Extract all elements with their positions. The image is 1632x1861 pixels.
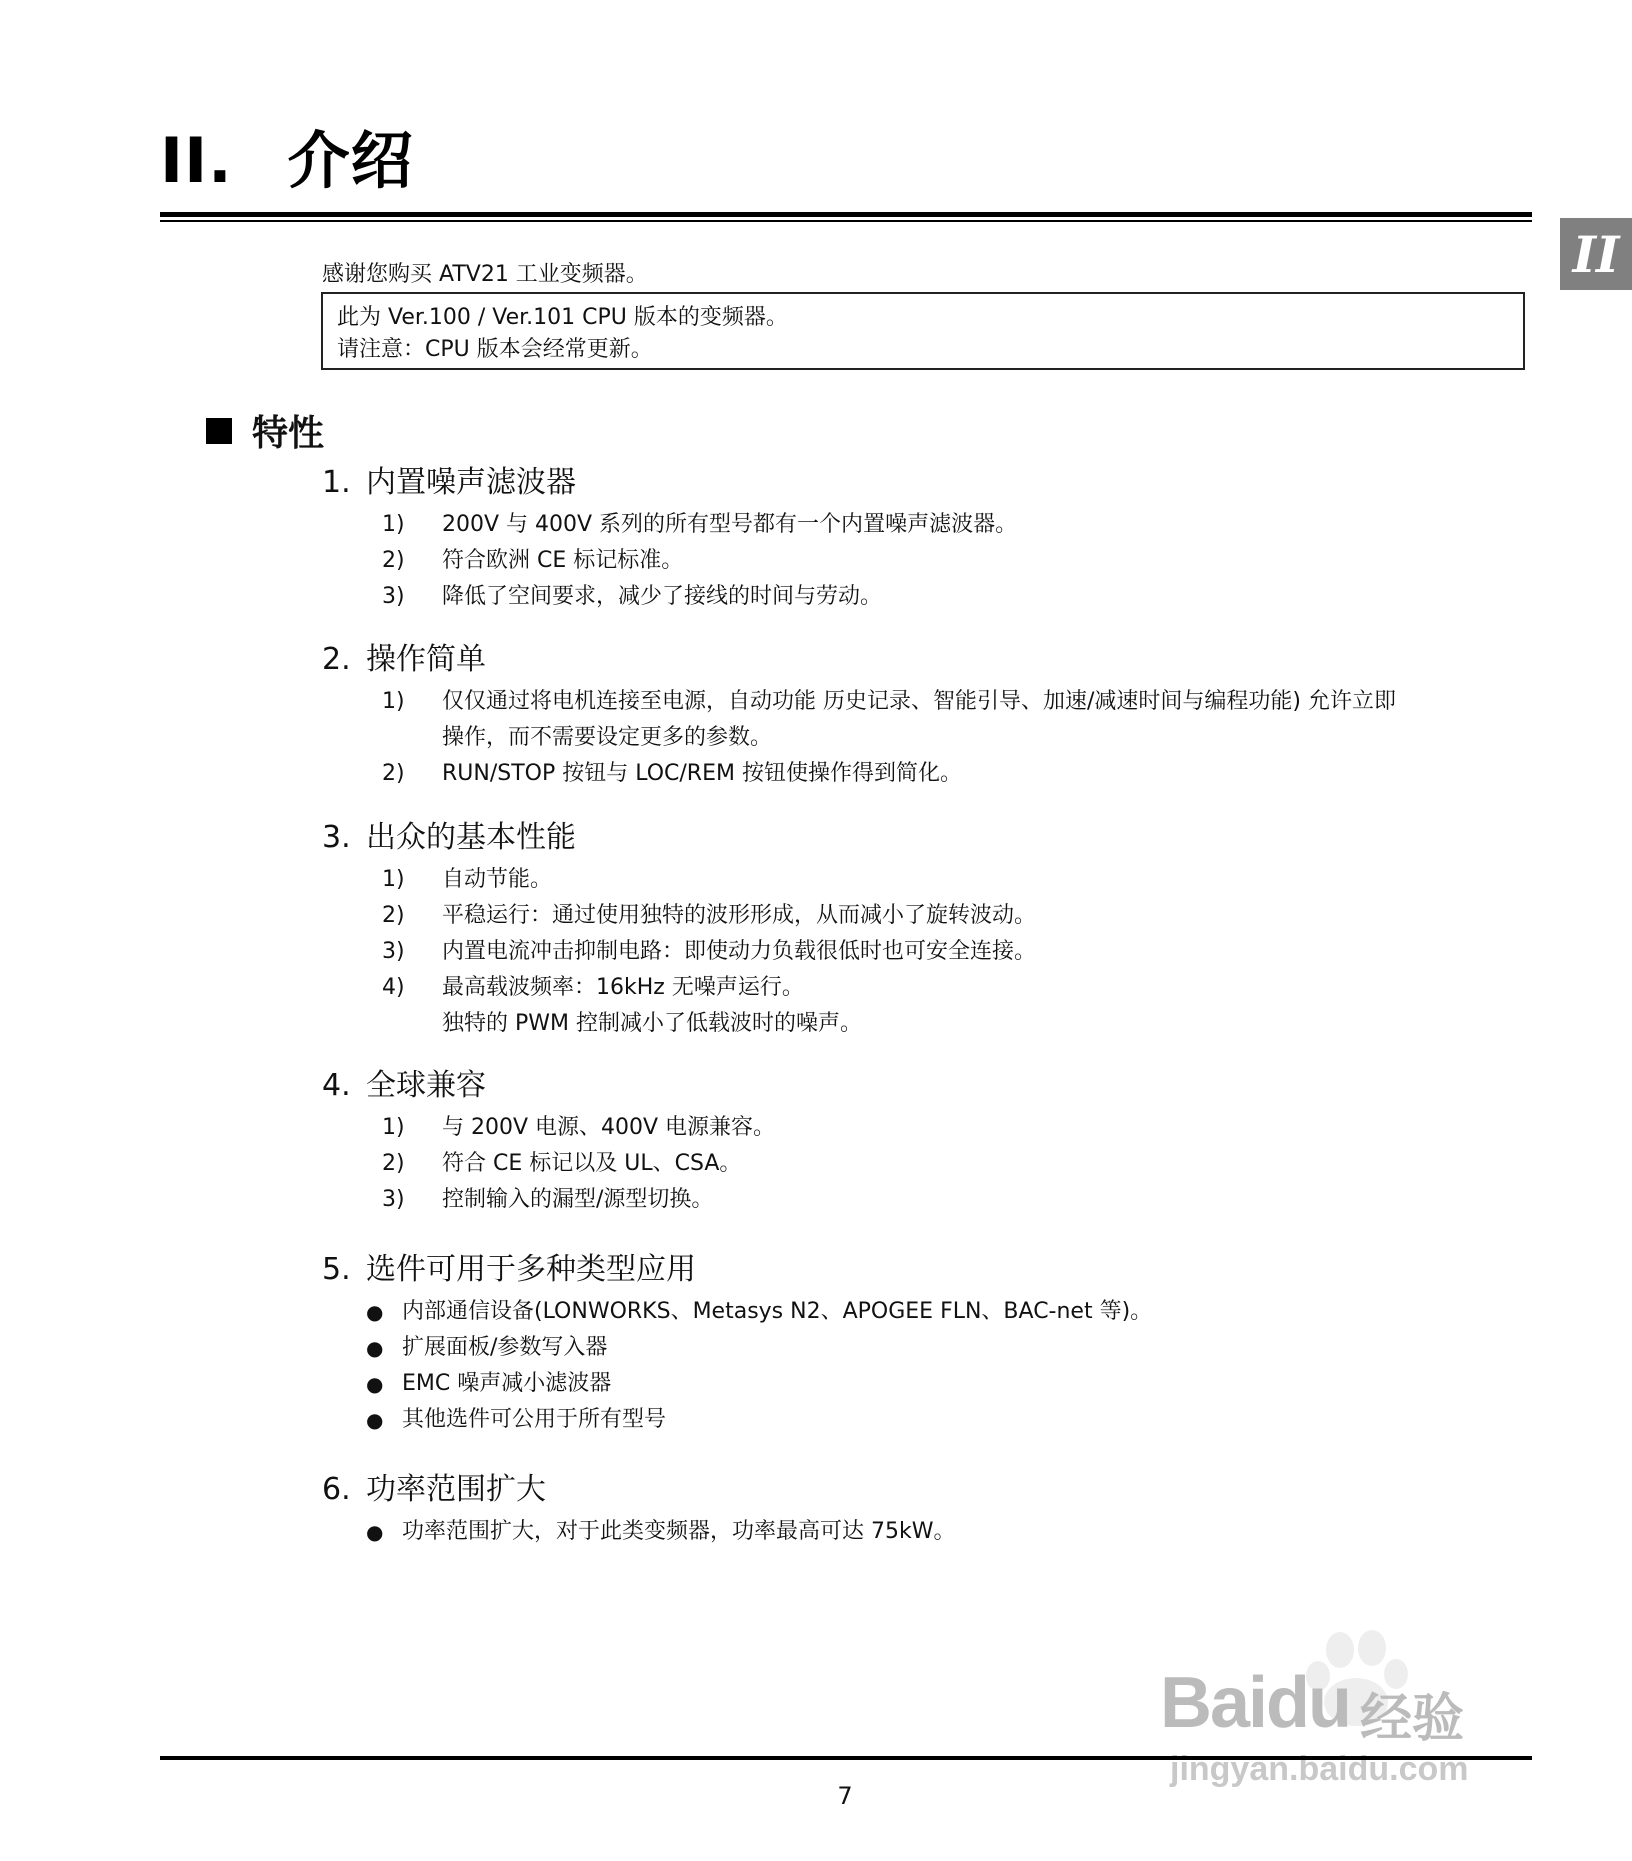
section-heading (206, 412, 324, 456)
item-number: 3) (382, 1187, 405, 1212)
feature-number: 4. (322, 1068, 351, 1103)
footer-rule (160, 1756, 1532, 1760)
watermark-brand-part-1: Bai (1160, 1663, 1267, 1743)
list-item (322, 1146, 1542, 1182)
item-text: 控制输入的漏型/源型切换。 (442, 1187, 714, 1212)
chapter-side-tab: II (1560, 218, 1632, 290)
feature-title (322, 640, 1542, 684)
feature-number: 3. (322, 820, 351, 855)
feature-4 (322, 1066, 1542, 1218)
item-number: 3) (382, 584, 405, 609)
list-item (322, 934, 1542, 970)
list-item (322, 579, 1542, 615)
feature-heading: 内置噪声滤波器 (366, 465, 576, 500)
feature-number: 6. (322, 1472, 351, 1507)
chapter-number: II. (160, 124, 233, 197)
bullet-item (322, 1294, 1542, 1330)
bullet-icon: ● (366, 1372, 384, 1396)
version-notice-box (321, 292, 1525, 370)
item-number: 1) (382, 1115, 405, 1140)
bullet-item (322, 1330, 1542, 1366)
watermark-brand (1160, 1662, 1350, 1744)
feature-number: 1. (322, 465, 351, 500)
bullet-icon: ● (366, 1300, 384, 1324)
bullet-item (322, 1514, 1542, 1550)
item-text-continued: 独特的 PWM 控制减小了低载波时的噪声。 (442, 1011, 862, 1036)
item-text: 自动节能。 (442, 867, 553, 892)
item-number: 1) (382, 512, 405, 537)
list-item (322, 684, 1542, 756)
item-text: 平稳运行：通过使用独特的波形形成，从而减小了旋转波动。 (442, 903, 1037, 928)
feature-2 (322, 640, 1542, 792)
bullet-icon: ● (366, 1408, 384, 1432)
item-text: 与 200V 电源、400V 电源兼容。 (442, 1115, 776, 1140)
intro-text: 感谢您购买 ATV21 工业变频器。 (322, 262, 648, 287)
item-number: 2) (382, 548, 405, 573)
feature-5 (322, 1250, 1542, 1438)
item-text: 200V 与 400V 系列的所有型号都有一个内置噪声滤波器。 (442, 512, 1018, 537)
bullet-icon: ● (366, 1336, 384, 1360)
feature-title (322, 1250, 1542, 1294)
item-number: 2) (382, 1151, 405, 1176)
notice-line-2: 请注意：CPU 版本会经常更新。 (337, 337, 653, 362)
page-number: 7 (837, 1782, 853, 1810)
header-rule-thin (160, 220, 1532, 222)
item-text: RUN/STOP 按钮与 LOC/REM 按钮使操作得到简化。 (442, 761, 962, 786)
header-rule-thick (160, 212, 1532, 217)
item-text: 内置电流冲击抑制电路：即使动力负载很低时也可安全连接。 (442, 939, 1037, 964)
watermark-suffix: 经验 (1360, 1689, 1465, 1749)
item-number: 3) (382, 939, 405, 964)
list-item (322, 1110, 1542, 1146)
list-item (322, 898, 1542, 934)
item-number: 2) (382, 903, 405, 928)
feature-3 (322, 818, 1542, 1042)
list-item (322, 507, 1542, 543)
item-text: 符合欧洲 CE 标记标准。 (442, 548, 684, 573)
item-number: 2) (382, 761, 405, 786)
list-item (322, 862, 1542, 898)
item-number: 1) (382, 689, 405, 714)
bullet-item (322, 1366, 1542, 1402)
item-text-continued: 操作，而不需要设定更多的参数。 (442, 725, 773, 750)
bullet-item (322, 1402, 1542, 1438)
feature-title (322, 818, 1542, 862)
item-text: 降低了空间要求，减少了接线的时间与劳动。 (442, 584, 883, 609)
chapter-title (160, 124, 414, 197)
feature-title (322, 1066, 1542, 1110)
item-text: 功率范围扩大，对于此类变频器，功率最高可达 75kW。 (402, 1519, 956, 1544)
item-number: 4) (382, 975, 405, 1000)
watermark-url: jingyan.baidu.com (1170, 1750, 1469, 1788)
item-text: 其他选件可公用于所有型号 (402, 1407, 667, 1432)
item-text: 符合 CE 标记以及 UL、CSA。 (442, 1151, 742, 1176)
item-text: 最高载波频率：16kHz 无噪声运行。 (442, 975, 804, 1000)
watermark-brand-part-2: du (1266, 1663, 1351, 1743)
chapter-heading: 介绍 (287, 124, 414, 197)
feature-title (322, 1470, 1542, 1514)
feature-number: 5. (322, 1252, 351, 1287)
section-title: 特性 (252, 413, 325, 454)
feature-number: 2. (322, 642, 351, 677)
item-number: 1) (382, 867, 405, 892)
feature-heading: 选件可用于多种类型应用 (366, 1252, 696, 1287)
feature-heading: 全球兼容 (366, 1068, 486, 1103)
item-text: EMC 噪声减小滤波器 (402, 1371, 612, 1396)
feature-heading: 出众的基本性能 (366, 820, 576, 855)
list-item (322, 1182, 1542, 1218)
feature-6 (322, 1470, 1542, 1550)
notice-line-1: 此为 Ver.100 / Ver.101 CPU 版本的变频器。 (337, 305, 788, 330)
feature-1 (322, 463, 1542, 615)
feature-title (322, 463, 1542, 507)
item-text: 仅仅通过将电机连接至电源，自动功能 历史记录、智能引导、加速/减速时间与编程功能) 允许立即 (442, 689, 1396, 714)
item-text: 内部通信设备(LONWORKS、Metasys N2、APOGEE FLN、BAC-net 等)。 (402, 1299, 1153, 1324)
square-bullet-icon (206, 418, 232, 444)
feature-heading: 操作简单 (366, 642, 486, 677)
list-item (322, 543, 1542, 579)
item-text: 扩展面板/参数写入器 (402, 1335, 608, 1360)
list-item (322, 970, 1542, 1042)
bullet-icon: ● (366, 1520, 384, 1544)
feature-heading: 功率范围扩大 (366, 1472, 546, 1507)
list-item (322, 756, 1542, 792)
